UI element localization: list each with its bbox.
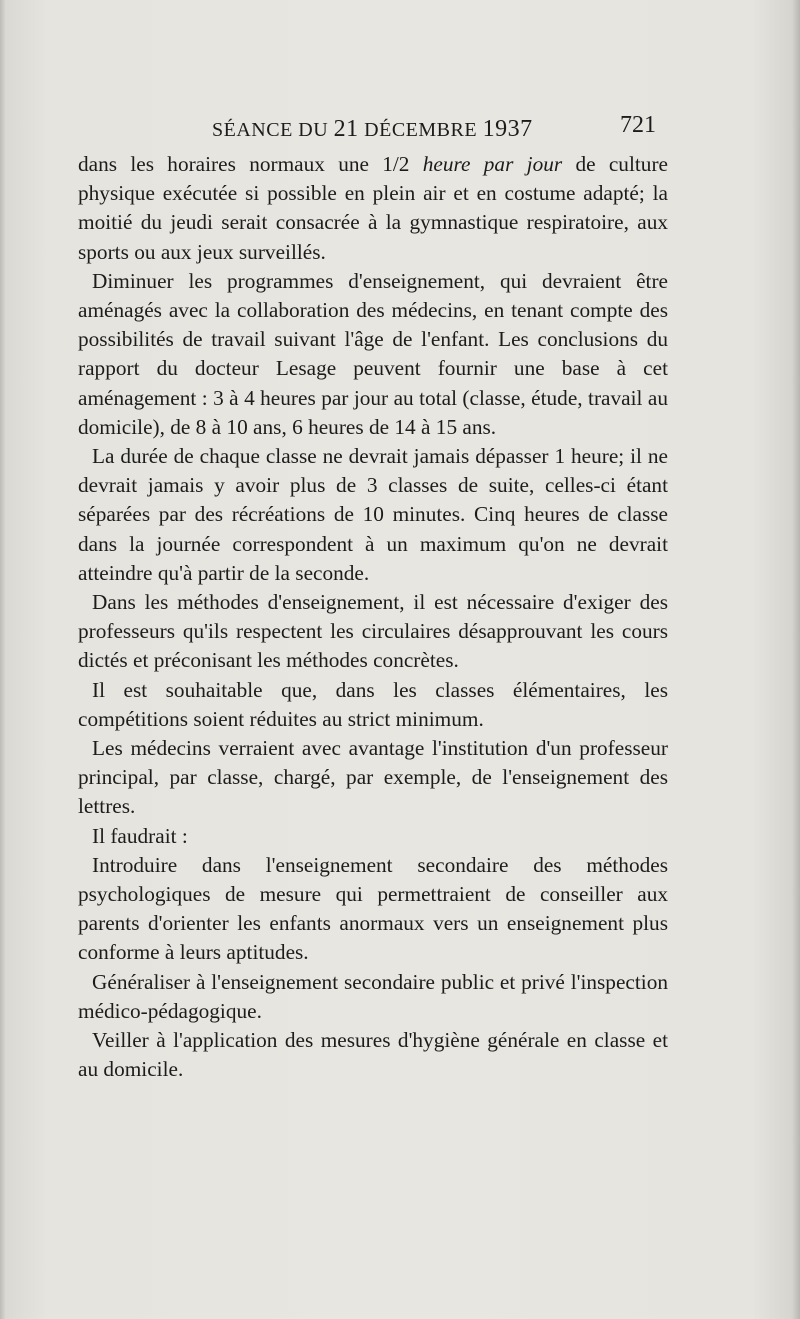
paragraph-text: Introduire dans l'enseignement secondaire des méthodes psychologiques de mesure qui permettraient de conseiller aux parents d'orienter les enfants anormaux vers un enseignement plus conforme à leurs aptitudes.	[78, 852, 668, 965]
paragraph	[78, 968, 668, 1026]
paragraph-text: Il est souhaitable que, dans les classes élémentaires, les compétitions soient réduites au strict minimum.	[78, 677, 668, 731]
running-head-prefix: SÉANCE DU	[212, 119, 334, 141]
paragraph	[78, 588, 668, 676]
paragraph-text: Il faudrait :	[92, 823, 188, 848]
body-text	[78, 150, 668, 1085]
page-right-edge	[792, 0, 800, 1319]
running-head-day: 21	[333, 116, 359, 142]
page-header	[78, 110, 656, 146]
paragraph	[78, 851, 668, 968]
paragraph-text: La durée de chaque classe ne devrait jamais dépasser 1 heure; il ne devrait jamais y avoir plus de 3 classes de suite, celles-ci étant séparées par des récréations de 10 minutes. Cinq heures de classe dans la journée correspondent à un maximum qu'on ne devrait atteindre qu'à partir de la seconde.	[78, 444, 668, 585]
paragraph	[78, 676, 668, 734]
paragraph	[78, 734, 668, 822]
paragraph-text: Généraliser à l'enseignement secondaire public et privé l'inspection médico-pédagogique.	[78, 969, 668, 1023]
paragraph-text: Les médecins verraient avec avantage l'institution d'un professeur principal, par classe, chargé, par exemple, de l'enseignement des lettres.	[78, 736, 668, 819]
paragraph	[78, 150, 668, 267]
paragraph-text: Dans les méthodes d'enseignement, il est nécessaire d'exiger des professeurs qu'ils respectent les circulaires désapprouvant les cours dictés et préconisant les méthodes concrètes.	[78, 590, 668, 673]
page-left-edge	[0, 0, 6, 1319]
paragraph	[78, 267, 668, 442]
paragraph-italic-text: heure par jour	[422, 152, 563, 176]
paragraph	[78, 1026, 668, 1084]
paragraph	[78, 442, 668, 588]
paragraph-text: de culture physique exécutée si possible en plein air et en costume adapté; la moitié du jeudi serait consacrée à la gymnastique respiratoire, aux sports ou aux jeux surveillés.	[78, 152, 668, 264]
paragraph	[78, 822, 668, 851]
paragraph-text: Veiller à l'application des mesures d'hygiène générale en classe et au domicile.	[78, 1028, 668, 1082]
paragraph-text: dans les horaires normaux une 1/2	[78, 152, 423, 176]
paragraph-text: Diminuer les programmes d'enseignement, qui devraient être aménagés avec la collaboration des médecins, en tenant compte des possibilités de travail suivant l'âge de l'enfant. Les conclusions du rapport du docteur Lesage peuvent fournir une base à cet aménagement : 3 à 4 heures par jour au total (classe, étude, travail au domicile), de 8 à 10 ans, 6 heures de 14 à 15 ans.	[78, 268, 668, 439]
page-number: 721	[620, 112, 656, 138]
running-head-month: DÉCEMBRE	[358, 119, 483, 141]
running-head	[212, 116, 533, 143]
running-head-year: 1937	[482, 116, 533, 142]
